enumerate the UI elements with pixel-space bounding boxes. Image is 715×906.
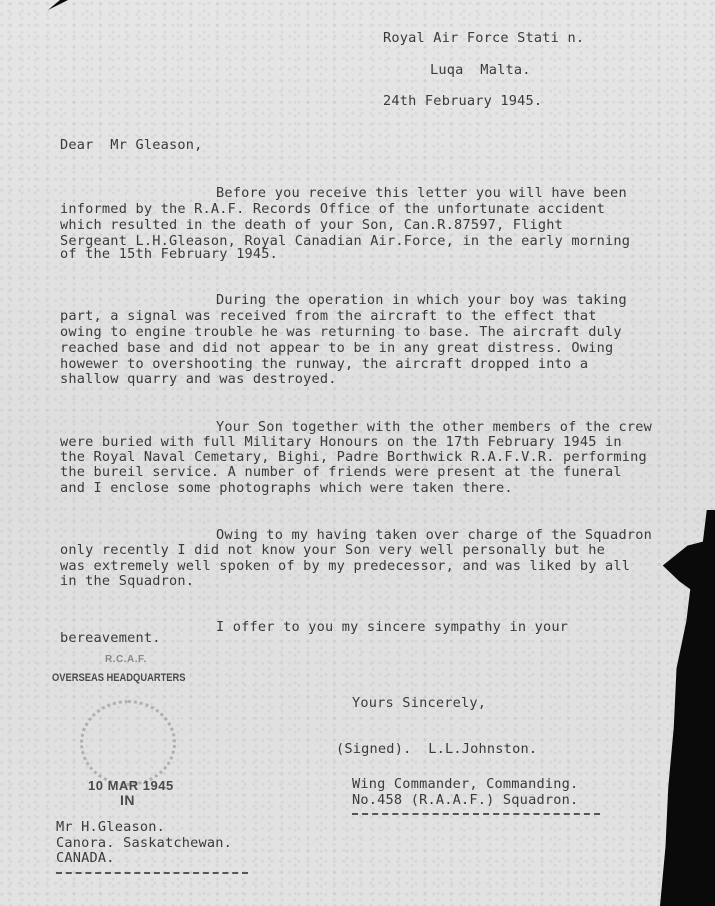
torn-edge-top: [48, 0, 68, 10]
paragraph-3-line-1: Your Son together with the other members of the crew: [216, 419, 652, 435]
salutation: Dear Mr Gleason,: [60, 137, 203, 153]
recipient-name: Mr H.Gleason.: [56, 819, 165, 835]
paragraph-3-line-4: the bureil service. A number of friends were present at the funeral: [60, 464, 622, 480]
paragraph-4-line-4: in the Squadron.: [60, 573, 195, 589]
paragraph-1-line-3: which resulted in the death of your Son, Can.R.87597, Flight: [60, 217, 564, 233]
paragraph-1-line-5: of the 15th February 1945.: [60, 246, 278, 262]
stamp-date: 10 MAR 1945: [88, 778, 174, 793]
recipient-town: Canora. Saskatchewan.: [56, 835, 233, 851]
paragraph-2-line-2: part, a signal was received from the aircraft to the effect that: [60, 308, 597, 324]
paragraph-3-line-2: were buried with full Military Honours on the 17th February 1945 in: [60, 434, 622, 450]
torn-edge-right: [660, 510, 715, 906]
paragraph-2-line-5: howewer to overshooting the runway, the aircraft dropped into a: [60, 356, 589, 372]
station-name: Royal Air Force Stati n.: [383, 30, 585, 46]
recipient-country: CANADA.: [56, 850, 115, 866]
paragraph-4-line-1: Owing to my having taken over charge of the Squadron: [216, 527, 652, 543]
stamp-rcaf: R.C.A.F.: [105, 654, 147, 665]
paragraph-2-line-1: During the operation in which your boy was taking: [216, 292, 627, 308]
paragraph-1-line-1: Before you receive this letter you will have been: [216, 185, 627, 201]
signature-underline: [352, 813, 600, 815]
paragraph-4-line-2: only recently I did not know your Son very well personally but he: [60, 542, 605, 558]
paragraph-5-line-1: I offer to you my sincere sympathy in your: [216, 619, 569, 635]
paragraph-3-line-5: and I enclose some photographs which were taken there.: [60, 480, 513, 496]
stamp-circle: [80, 700, 176, 786]
signatory-title: Wing Commander, Commanding.: [352, 776, 579, 792]
signatory-squadron: No.458 (R.A.A.F.) Squadron.: [352, 792, 579, 808]
station-location: Luqa Malta.: [430, 62, 531, 78]
paragraph-2-line-4: reached base and did not appear to be in any great distress. Owing: [60, 340, 614, 356]
stamp-overseas-hq: OVERSEAS HEADQUARTERS: [52, 672, 186, 684]
signature: (Signed). L.L.Johnston.: [336, 741, 538, 757]
letter-date: 24th February 1945.: [383, 93, 543, 109]
paragraph-2-line-3: owing to engine trouble he was returning to base. The aircraft duly: [60, 324, 622, 340]
paragraph-5-line-2: bereavement.: [60, 630, 161, 646]
closing: Yours Sincerely,: [352, 695, 487, 711]
paragraph-4-line-3: was extremely well spoken of by my predecessor, and was liked by all: [60, 558, 631, 574]
paragraph-3-line-3: the Royal Naval Cemetary, Bighi, Padre Borthwick R.A.F.V.R. performing: [60, 449, 647, 465]
paragraph-2-line-6: shallow quarry and was destroyed.: [60, 371, 337, 387]
paragraph-1-line-4: Sergeant L.H.Gleason, Royal Canadian Air.Force, in the early morning: [60, 233, 631, 249]
recipient-underline: [56, 872, 248, 874]
stamp-mark: IN: [120, 792, 135, 808]
paragraph-1-line-2: informed by the R.A.F. Records Office of the unfortunate accident: [60, 201, 605, 217]
